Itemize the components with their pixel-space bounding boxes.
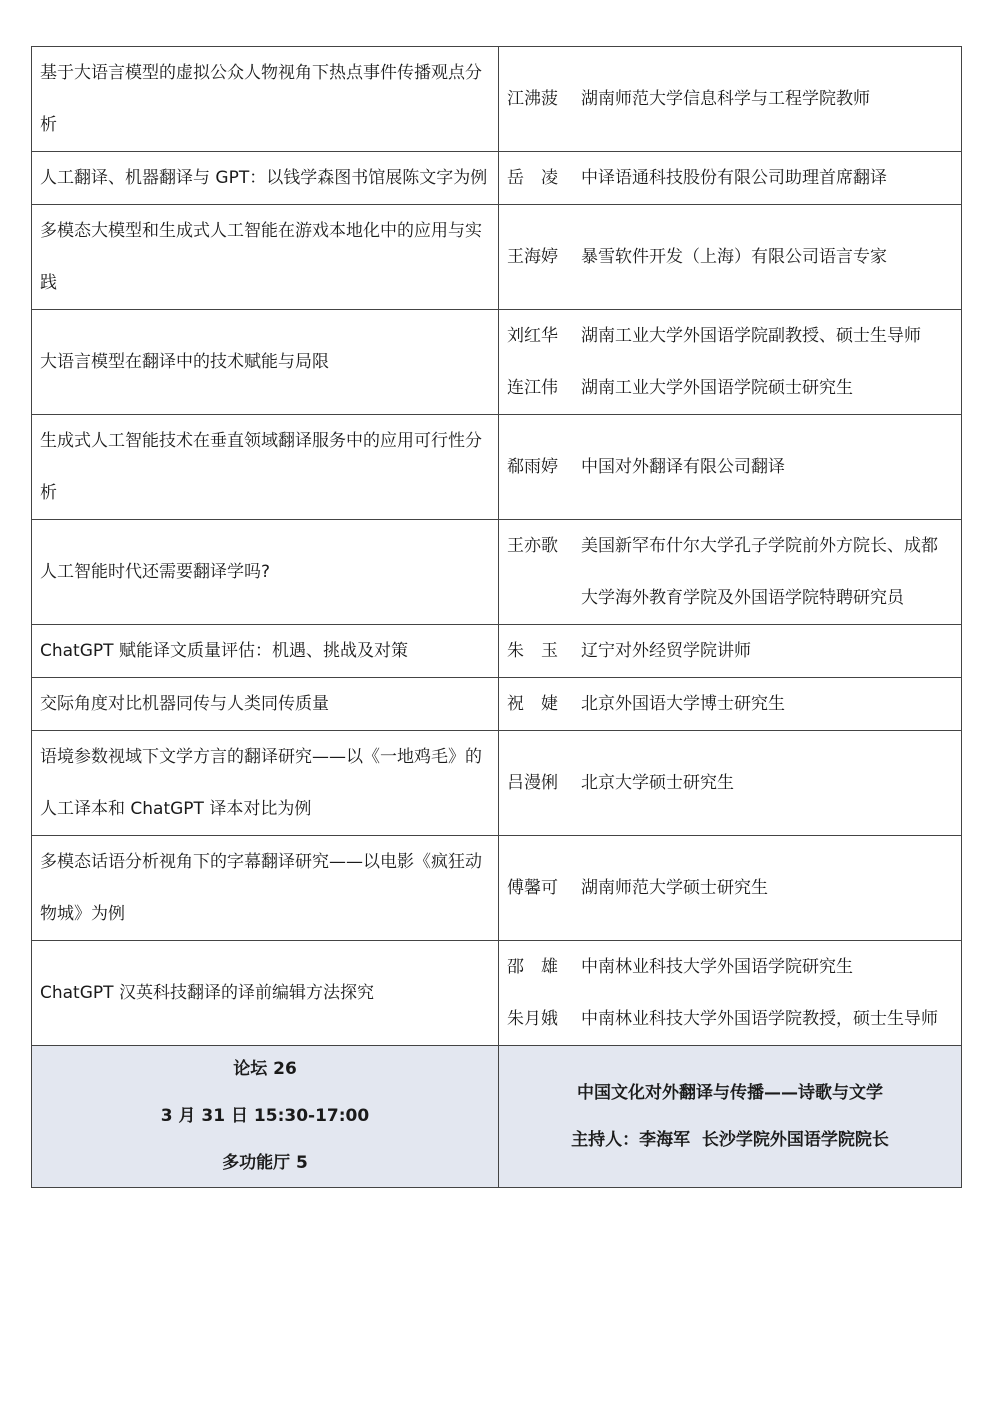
speaker [507, 520, 953, 624]
talk-title-cell [32, 520, 499, 625]
talk-title-cell [32, 47, 499, 152]
speakers-cell [499, 731, 962, 836]
talk-title: 人工智能时代还需要翻译学吗? [40, 562, 271, 582]
table-row [32, 941, 962, 1046]
speaker-name: 王海婷 [507, 247, 558, 267]
program-table [31, 46, 962, 1188]
speaker [507, 941, 953, 993]
talk-title: 大语言模型在翻译中的技术赋能与局限 [40, 352, 329, 372]
speaker-affiliation: 中译语通科技股份有限公司助理首席翻译 [581, 168, 887, 188]
speaker-name: 郗雨婷 [507, 457, 558, 477]
speaker [507, 757, 953, 809]
speakers-cell [499, 678, 962, 731]
speaker [507, 152, 953, 204]
speaker-name: 吕漫俐 [507, 773, 558, 793]
talk-title: ChatGPT 汉英科技翻译的译前编辑方法探究 [40, 983, 374, 1003]
speaker-name: 朱 玉 [507, 641, 558, 661]
forum-info-cell [32, 1046, 499, 1188]
talk-title-cell [32, 415, 499, 520]
speakers-cell [499, 47, 962, 152]
table-row [32, 520, 962, 625]
forum-venue: 多功能厅 5 [222, 1153, 308, 1173]
speaker-name: 刘红华 [507, 326, 558, 346]
speakers-cell [499, 152, 962, 205]
talk-title-cell [32, 152, 499, 205]
speaker-affiliation: 中国对外翻译有限公司翻译 [581, 457, 785, 477]
talk-title-cell [32, 836, 499, 941]
speaker [507, 993, 953, 1045]
forum-datetime: 3 月 31 日 15:30-17:00 [160, 1106, 370, 1126]
table-row [32, 47, 962, 152]
talk-title-cell [32, 678, 499, 731]
table-row [32, 415, 962, 520]
speaker-affiliation: 中南林业科技大学外国语学院教授，硕士生导师 [581, 1009, 938, 1029]
speaker-name: 朱月娥 [507, 1009, 558, 1029]
talk-title-cell [32, 625, 499, 678]
talk-title-cell [32, 310, 499, 415]
speaker-name: 连江伟 [507, 378, 558, 398]
speaker-name: 邵 雄 [507, 957, 558, 977]
speaker-name: 岳 凌 [507, 168, 558, 188]
speaker-affiliation: 北京大学硕士研究生 [581, 773, 734, 793]
talk-title: ChatGPT 赋能译文质量评估：机遇、挑战及对策 [40, 641, 408, 661]
speaker [507, 625, 953, 677]
talk-title: 人工翻译、机器翻译与 GPT：以钱学森图书馆展陈文字为例 [40, 168, 488, 188]
speakers-cell [499, 520, 962, 625]
speaker-affiliation: 美国新罕布什尔大学孔子学院前外方院长、成都大学海外教育学院及外国语学院特聘研究员 [581, 536, 938, 608]
speakers-cell [499, 625, 962, 678]
speaker-affiliation: 湖南工业大学外国语学院副教授、硕士生导师 [581, 326, 921, 346]
forum-number: 论坛 26 [233, 1059, 297, 1079]
speaker [507, 441, 953, 493]
speaker-affiliation: 北京外国语大学博士研究生 [581, 694, 785, 714]
talk-title: 交际角度对比机器同传与人类同传质量 [40, 694, 329, 714]
program-table-body [32, 47, 962, 1046]
speaker [507, 73, 953, 125]
speaker-affiliation: 湖南师范大学信息科学与工程学院教师 [581, 89, 870, 109]
speakers-cell [499, 836, 962, 941]
talk-title-cell [32, 731, 499, 836]
forum-host: 主持人：李海军 长沙学院外国语学院院长 [571, 1129, 889, 1150]
speaker-affiliation: 暴雪软件开发（上海）有限公司语言专家 [581, 247, 887, 267]
talk-title-cell [32, 205, 499, 310]
talk-title: 多模态话语分析视角下的字幕翻译研究——以电影《疯狂动物城》为例 [40, 852, 482, 924]
speaker-name: 傅馨可 [507, 878, 558, 898]
speaker [507, 678, 953, 730]
talk-title: 语境参数视域下文学方言的翻译研究——以《一地鸡毛》的人工译本和 ChatGPT 译本对比为例 [40, 747, 482, 819]
table-row [32, 836, 962, 941]
table-row [32, 731, 962, 836]
speaker [507, 862, 953, 914]
forum-header-row [32, 1046, 962, 1188]
speaker [507, 310, 953, 362]
speakers-cell [499, 205, 962, 310]
talk-title-cell [32, 941, 499, 1046]
speakers-cell [499, 941, 962, 1046]
forum-topic: 中国文化对外翻译与传播——诗歌与文学 [577, 1082, 883, 1103]
forum-topic-cell [499, 1046, 962, 1188]
talk-title: 多模态大模型和生成式人工智能在游戏本地化中的应用与实践 [40, 221, 482, 293]
speaker-name: 祝 婕 [507, 694, 558, 714]
speaker [507, 362, 953, 414]
table-row [32, 205, 962, 310]
table-row [32, 678, 962, 731]
speaker [507, 231, 953, 283]
speakers-cell [499, 310, 962, 415]
speaker-affiliation: 湖南工业大学外国语学院硕士研究生 [581, 378, 853, 398]
speaker-name: 王亦歌 [507, 536, 558, 556]
speaker-affiliation: 辽宁对外经贸学院讲师 [581, 641, 751, 661]
table-row [32, 310, 962, 415]
forum-section [32, 1046, 962, 1188]
speaker-affiliation: 湖南师范大学硕士研究生 [581, 878, 768, 898]
talk-title: 基于大语言模型的虚拟公众人物视角下热点事件传播观点分析 [40, 63, 482, 135]
speaker-name: 江沸菠 [507, 89, 558, 109]
speakers-cell [499, 415, 962, 520]
speaker-affiliation: 中南林业科技大学外国语学院研究生 [581, 957, 853, 977]
table-row [32, 152, 962, 205]
table-row [32, 625, 962, 678]
talk-title: 生成式人工智能技术在垂直领域翻译服务中的应用可行性分析 [40, 431, 482, 503]
